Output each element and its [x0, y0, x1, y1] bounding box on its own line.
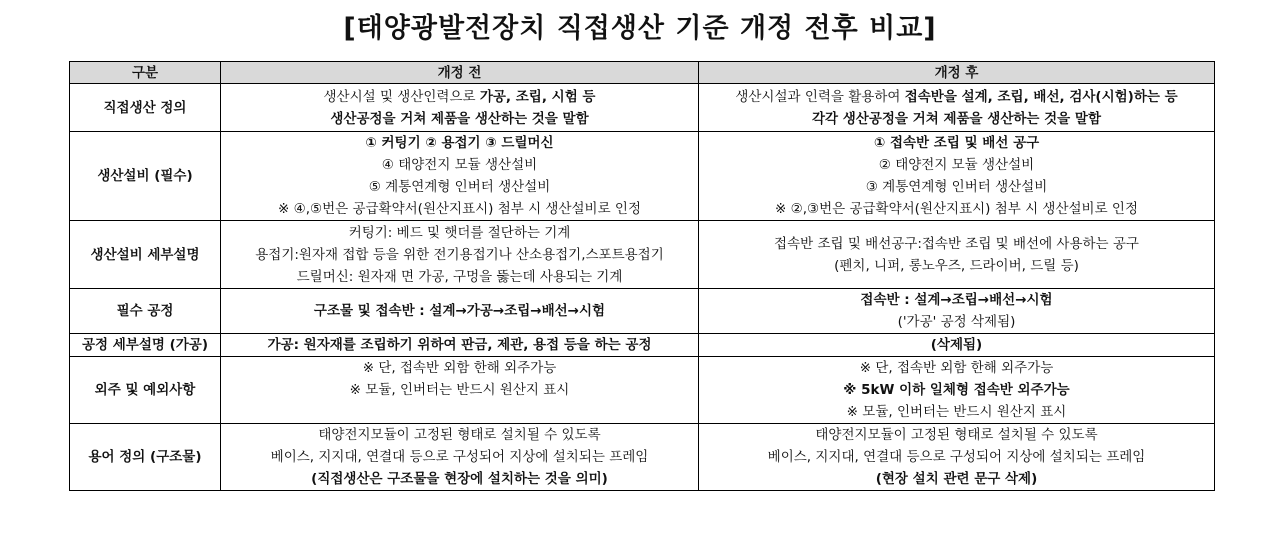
text-part: ※ 5kW 이하 일체형 접속반 외주가능	[843, 382, 1070, 398]
row-label: 필수 공정	[70, 289, 221, 334]
text-part: ※ 모듈, 인버터는 반드시 원산지 표시	[846, 404, 1067, 420]
cell-line	[223, 379, 696, 401]
text-part: (직접생산은 구조물을 현장에 설치하는 것을 의미)	[311, 471, 608, 487]
cell-line	[701, 334, 1212, 356]
page-title: [태양광발전장치 직접생산 기준 개정 전후 비교]	[343, 13, 937, 44]
cell-line	[701, 233, 1212, 255]
text-part: 가공: 원자재를 조립하기 위하여 판금, 제관, 용접 등을 하는 공정	[267, 337, 652, 353]
table-row	[70, 334, 1215, 357]
header-after: 개정 후	[699, 62, 1215, 84]
cell-before	[221, 334, 699, 357]
comparison-table	[69, 61, 1215, 491]
cell-line	[701, 379, 1212, 401]
cell-line	[223, 334, 696, 356]
cell-before	[221, 289, 699, 334]
cell-line	[701, 446, 1212, 468]
row-label: 공정 세부설명 (가공)	[70, 334, 221, 357]
cell-line	[701, 289, 1212, 311]
header-row	[70, 62, 1215, 84]
text-part: ('가공' 공정 삭제됨)	[897, 314, 1016, 330]
cell-line	[223, 132, 696, 154]
text-part: 커팅기: 베드 및 햇더를 절단하는 기계	[348, 224, 571, 241]
text-part: ※ 단, 접속반 외함 한해 외주가능	[362, 360, 557, 376]
cell-line	[701, 86, 1212, 108]
text-part: 용접기:원자재 접합 등을 위한 전기용접기나 산소용접기,스포트용접기	[255, 246, 664, 263]
cell-after	[699, 132, 1215, 221]
table-row	[70, 221, 1215, 289]
cell-line	[701, 255, 1212, 277]
text-part: ④ 태양전지 모듈 생산설비	[381, 157, 538, 173]
table-row	[70, 424, 1215, 491]
cell-line	[701, 108, 1212, 130]
table-row	[70, 84, 1215, 132]
text-part: 베이스, 지지대, 연결대 등으로 구성되어 지상에 설치되는 프레임	[767, 449, 1146, 465]
text-part: 구조물 및 접속반 : 설계→가공→조립→배선→시험	[313, 303, 606, 319]
cell-line	[701, 132, 1212, 154]
text-part: 생산공정을 거쳐 제품을 생산하는 것을 말함	[330, 110, 589, 127]
table-row	[70, 132, 1215, 221]
cell-before	[221, 357, 699, 424]
text-part: 접속반 조립 및 배선공구:접속반 조립 및 배선에 사용하는 공구	[774, 235, 1139, 252]
text-part: ※ ④,⑤번은 공급확약서(원산지표시) 첨부 시 생산설비로 인정	[278, 201, 641, 217]
row-label: 생산설비 (필수)	[70, 132, 221, 221]
cell-line	[701, 401, 1212, 423]
row-label: 생산설비 세부설명	[70, 221, 221, 289]
cell-line	[223, 198, 696, 220]
text-part: ③ 계통연계형 인버터 생산설비	[865, 179, 1048, 195]
text-part: 태양전지모듈이 고정된 형태로 설치될 수 있도록	[318, 427, 601, 443]
table-row	[70, 289, 1215, 334]
table-body	[70, 84, 1215, 491]
text-part: ※ ②,③번은 공급확약서(원산지표시) 첨부 시 생산설비로 인정	[775, 201, 1138, 217]
cell-line	[223, 446, 696, 468]
row-label: 직접생산 정의	[70, 84, 221, 132]
row-label: 외주 및 예외사항	[70, 357, 221, 424]
cell-line	[223, 357, 696, 379]
text-part: ※ 모듈, 인버터는 반드시 원산지 표시	[349, 382, 570, 398]
text-part: ⑤ 계통연계형 인버터 생산설비	[368, 179, 551, 195]
cell-line	[701, 357, 1212, 379]
cell-line	[223, 266, 696, 288]
text-part: (현장 설치 관련 문구 삭제)	[875, 471, 1038, 487]
cell-before	[221, 132, 699, 221]
cell-after	[699, 84, 1215, 132]
cell-before	[221, 221, 699, 289]
text-part: ※ 단, 접속반 외함 한해 외주가능	[859, 360, 1054, 376]
cell-line	[223, 424, 696, 446]
table-row	[70, 357, 1215, 424]
text-part: 접속반 : 설계→조립→배선→시험	[860, 292, 1053, 308]
cell-line	[223, 86, 696, 108]
cell-before	[221, 84, 699, 132]
cell-line	[223, 222, 696, 244]
text-part: 접속반을 설계, 조립, 배선, 검사(시험)하는 등	[904, 88, 1178, 105]
cell-after	[699, 357, 1215, 424]
cell-line	[223, 300, 696, 322]
cell-before	[221, 424, 699, 491]
text-part: ① 접속반 조립 및 배선 공구	[873, 135, 1040, 151]
cell-line	[223, 108, 696, 130]
header-category: 구분	[70, 62, 221, 84]
text-part: 드릴머신: 원자재 면 가공, 구멍을 뚫는데 사용되는 기계	[296, 268, 623, 285]
text-part: ① 커팅기 ② 용접기 ③ 드릴머신	[365, 135, 554, 151]
text-part: 베이스, 지지대, 연결대 등으로 구성되어 지상에 설치되는 프레임	[270, 449, 649, 465]
cell-line	[223, 401, 696, 423]
row-label: 용어 정의 (구조물)	[70, 424, 221, 491]
cell-line	[223, 244, 696, 266]
cell-line	[223, 468, 696, 490]
text-part: 가공, 조립, 시험 등	[479, 88, 596, 105]
cell-after	[699, 289, 1215, 334]
cell-line	[701, 176, 1212, 198]
cell-line	[701, 198, 1212, 220]
cell-line	[701, 424, 1212, 446]
text-part: (삭제됨)	[930, 337, 983, 353]
text-part: ② 태양전지 모듈 생산설비	[878, 157, 1035, 173]
cell-after	[699, 424, 1215, 491]
text-part: 각각 생산공정을 거쳐 제품을 생산하는 것을 말함	[811, 110, 1102, 127]
text-part: 생산시설과 인력을 활용하여	[735, 88, 905, 105]
cell-after	[699, 221, 1215, 289]
text-part: (펜치, 니퍼, 롱노우즈, 드라이버, 드릴 등)	[834, 257, 1079, 274]
cell-line	[701, 311, 1212, 333]
cell-line	[701, 468, 1212, 490]
header-before: 개정 전	[221, 62, 699, 84]
text-part: 태양전지모듈이 고정된 형태로 설치될 수 있도록	[815, 427, 1098, 443]
table-header	[70, 62, 1215, 84]
cell-line	[701, 154, 1212, 176]
text-part: 생산시설 및 생산인력으로	[323, 88, 480, 105]
cell-line	[223, 154, 696, 176]
cell-line	[223, 176, 696, 198]
cell-after	[699, 334, 1215, 357]
